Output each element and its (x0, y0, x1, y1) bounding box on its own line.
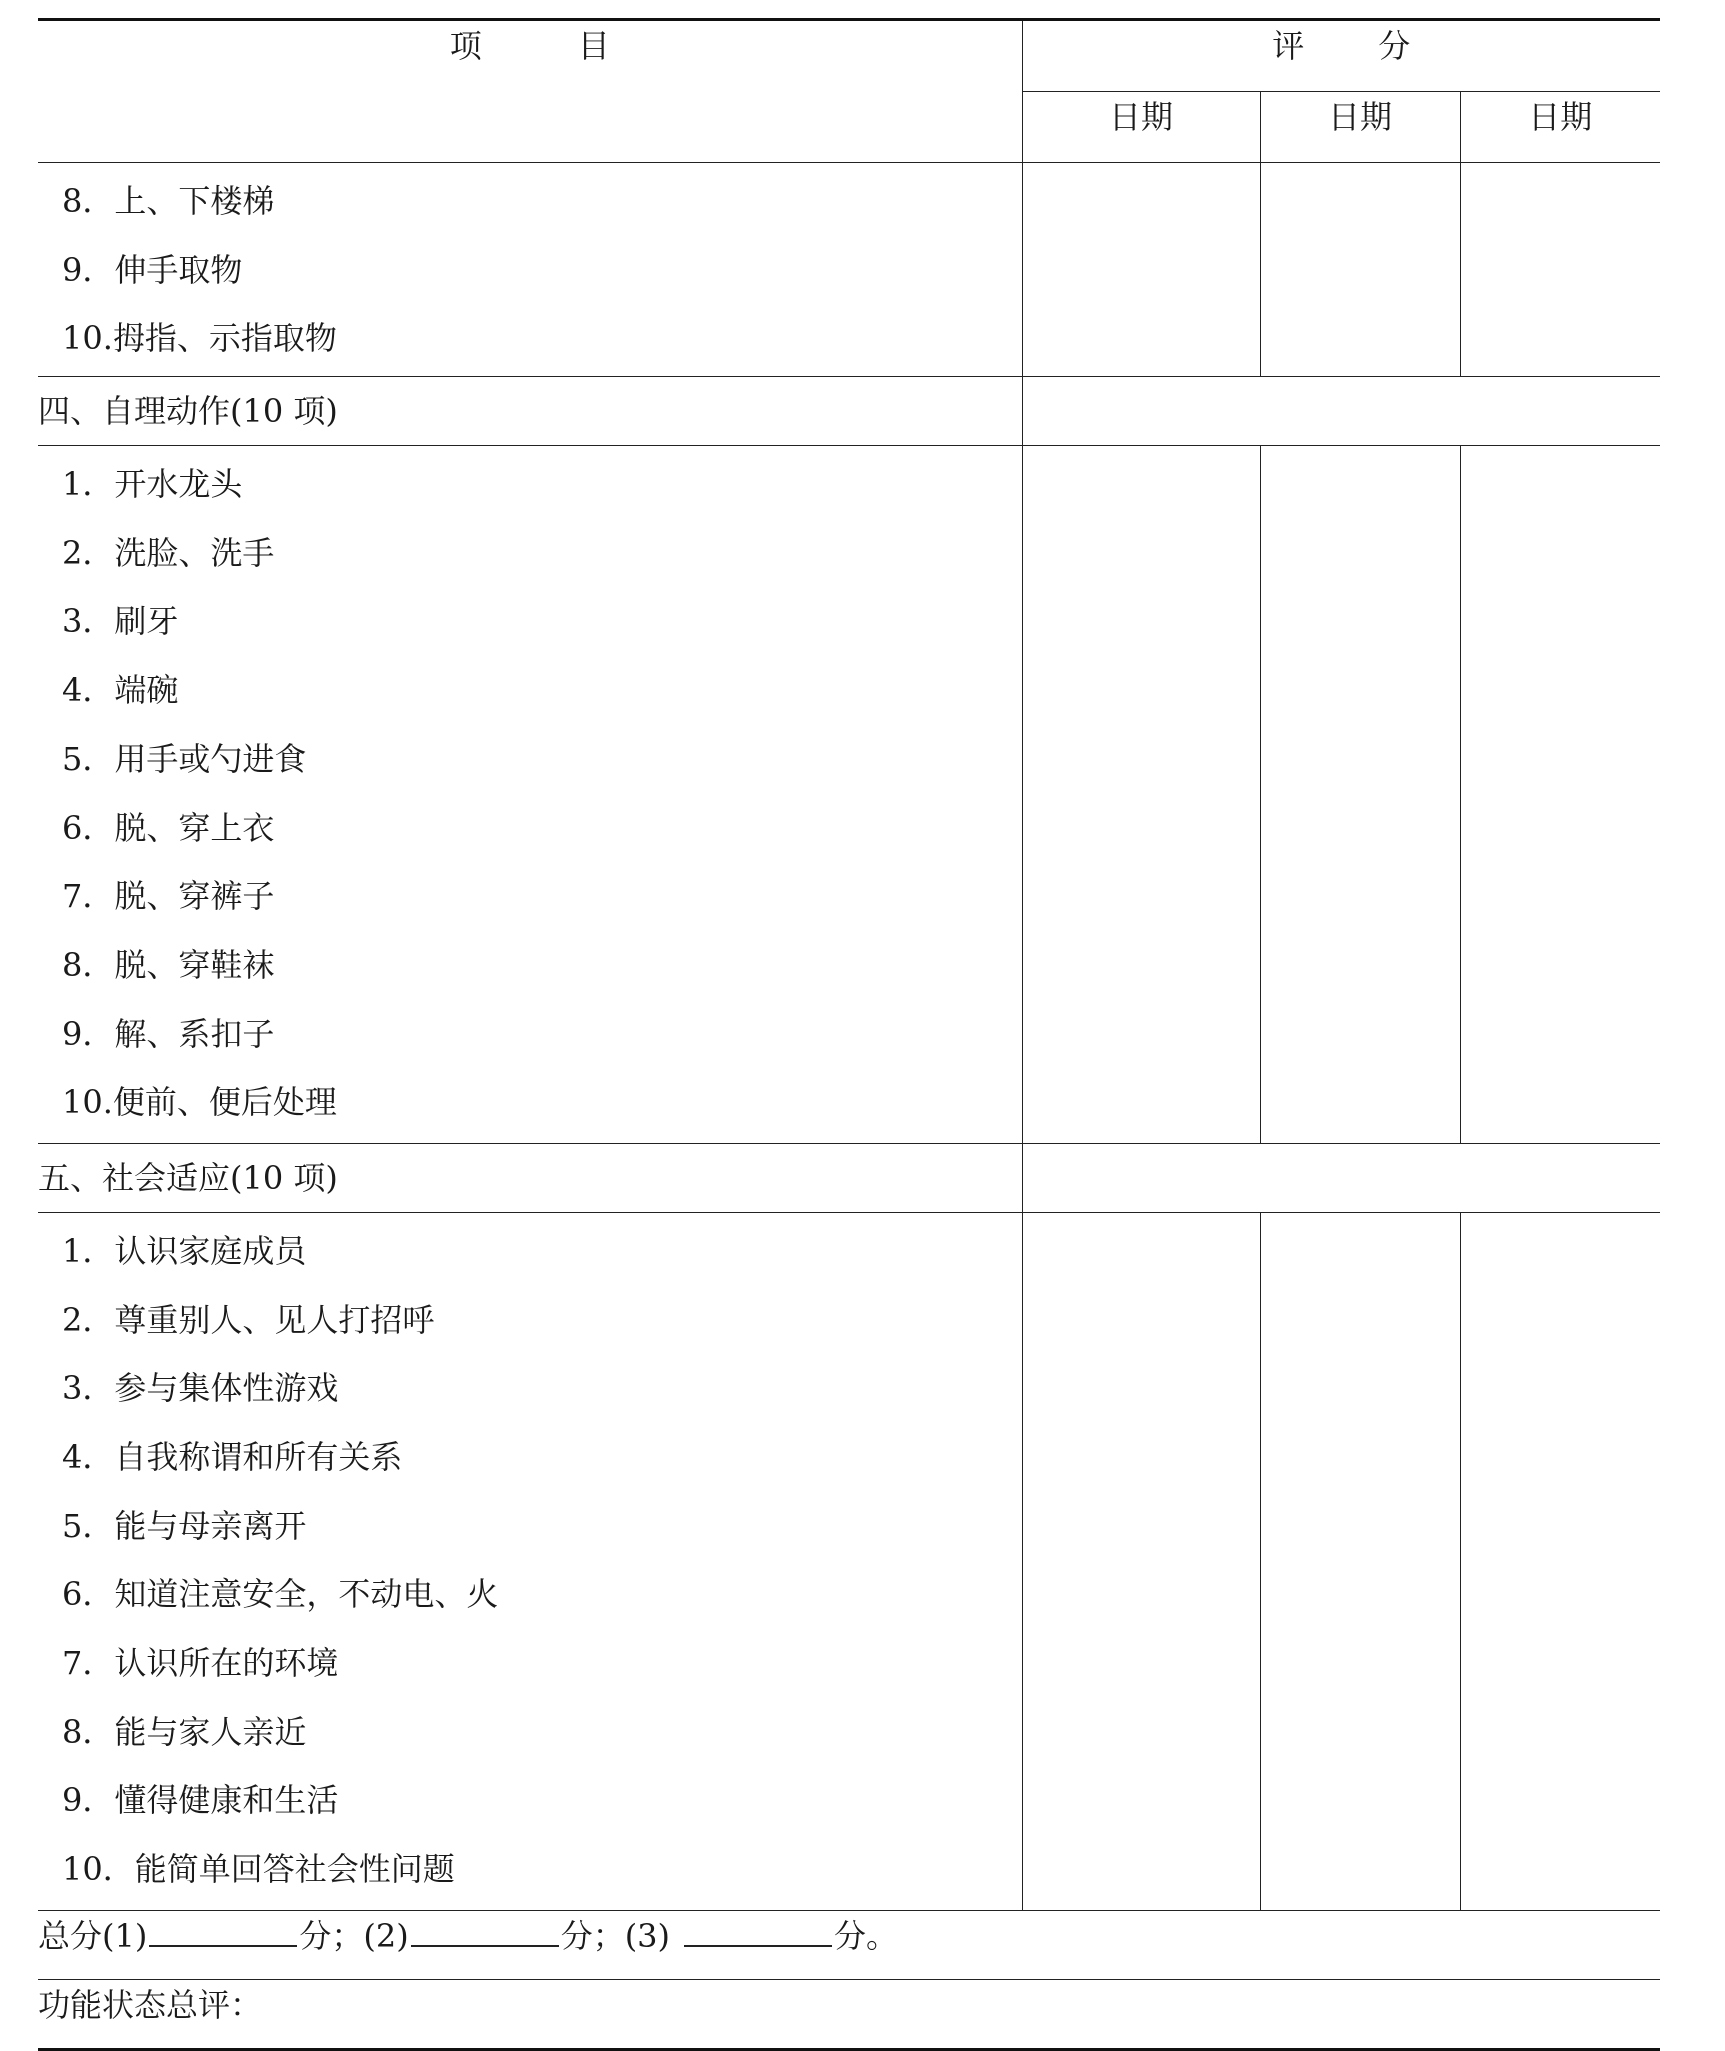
score-cell[interactable] (1260, 1212, 1460, 1910)
list-item: 1．开水龙头 (62, 465, 243, 504)
total-score-unit-2: 分；(3) (560, 1916, 671, 1955)
total-score-label: 总分(1) (38, 1916, 148, 1955)
item-column-header (38, 20, 1022, 163)
section-title-social-adaptation: 五、社会适应(10 项) (38, 1143, 1022, 1212)
list-item: 5．用手或勺进食 (62, 739, 307, 778)
list-item: 2．尊重别人、见人打招呼 (62, 1300, 435, 1339)
total-score-blank-1[interactable] (149, 1919, 297, 1947)
list-item: 10.拇指、示指取物 (62, 319, 337, 358)
score-cell[interactable] (1260, 163, 1460, 377)
score-cell[interactable] (1260, 446, 1460, 1144)
total-score-blank-3[interactable] (684, 1919, 832, 1947)
list-item: 9．懂得健康和生活 (62, 1781, 339, 1820)
total-score-row (38, 1910, 1660, 1979)
list-item: 8．脱、穿鞋袜 (62, 945, 275, 984)
date-column-header-1: 日期 (1022, 92, 1260, 163)
score-cell[interactable] (1460, 1212, 1660, 1910)
score-column-header (1022, 20, 1660, 92)
section-score-cell (1022, 1143, 1660, 1212)
list-item: 7．认识所在的环境 (62, 1644, 339, 1683)
list-item: 9．伸手取物 (62, 250, 243, 289)
list-item: 6．知道注意安全，不动电、火 (62, 1575, 499, 1614)
assessment-form (38, 18, 1660, 2051)
score-cell[interactable] (1022, 446, 1260, 1144)
score-header-char-2: 分 (1378, 27, 1411, 65)
list-item: 10.便前、便后处理 (62, 1083, 337, 1122)
list-item: 10．能简单回答社会性问题 (62, 1850, 455, 1889)
total-score-unit-1: 分；(2) (299, 1916, 409, 1955)
item-header-char-1: 项 (449, 27, 482, 65)
list-item: 5．能与母亲离开 (62, 1506, 307, 1545)
list-item: 3．刷牙 (62, 602, 179, 641)
total-score-unit-3: 分。 (834, 1916, 899, 1955)
list-item: 2．洗脸、洗手 (62, 533, 275, 572)
social-adaptation-items (38, 1212, 1022, 1910)
score-cell[interactable] (1022, 163, 1260, 377)
list-item: 8．能与家人亲近 (62, 1712, 307, 1751)
item-group-continued (38, 163, 1022, 377)
function-summary-label: 功能状态总评： (38, 1985, 263, 2024)
assessment-table (38, 18, 1660, 2051)
self-care-items (38, 446, 1022, 1144)
list-item: 8．上、下楼梯 (62, 182, 275, 220)
date-column-header-3: 日期 (1460, 92, 1660, 163)
score-cell[interactable] (1460, 446, 1660, 1144)
list-item: 9．解、系扣子 (62, 1014, 275, 1053)
list-item: 4．端碗 (62, 671, 179, 710)
section-score-cell (1022, 377, 1660, 446)
score-cell[interactable] (1460, 163, 1660, 377)
list-item: 7．脱、穿裤子 (62, 877, 275, 916)
list-item: 1．认识家庭成员 (62, 1231, 307, 1270)
date-column-header-2: 日期 (1260, 92, 1460, 163)
function-summary-row[interactable] (38, 1979, 1660, 2049)
list-item: 4．自我称谓和所有关系 (62, 1438, 403, 1476)
total-score-blank-2[interactable] (411, 1919, 559, 1947)
score-header-char-1: 评 (1272, 27, 1305, 65)
item-header-char-2: 目 (577, 27, 610, 65)
section-title-self-care: 四、自理动作(10 项) (38, 377, 1022, 446)
list-item: 6．脱、穿上衣 (62, 808, 275, 847)
list-item: 3．参与集体性游戏 (62, 1369, 339, 1408)
score-cell[interactable] (1022, 1212, 1260, 1910)
